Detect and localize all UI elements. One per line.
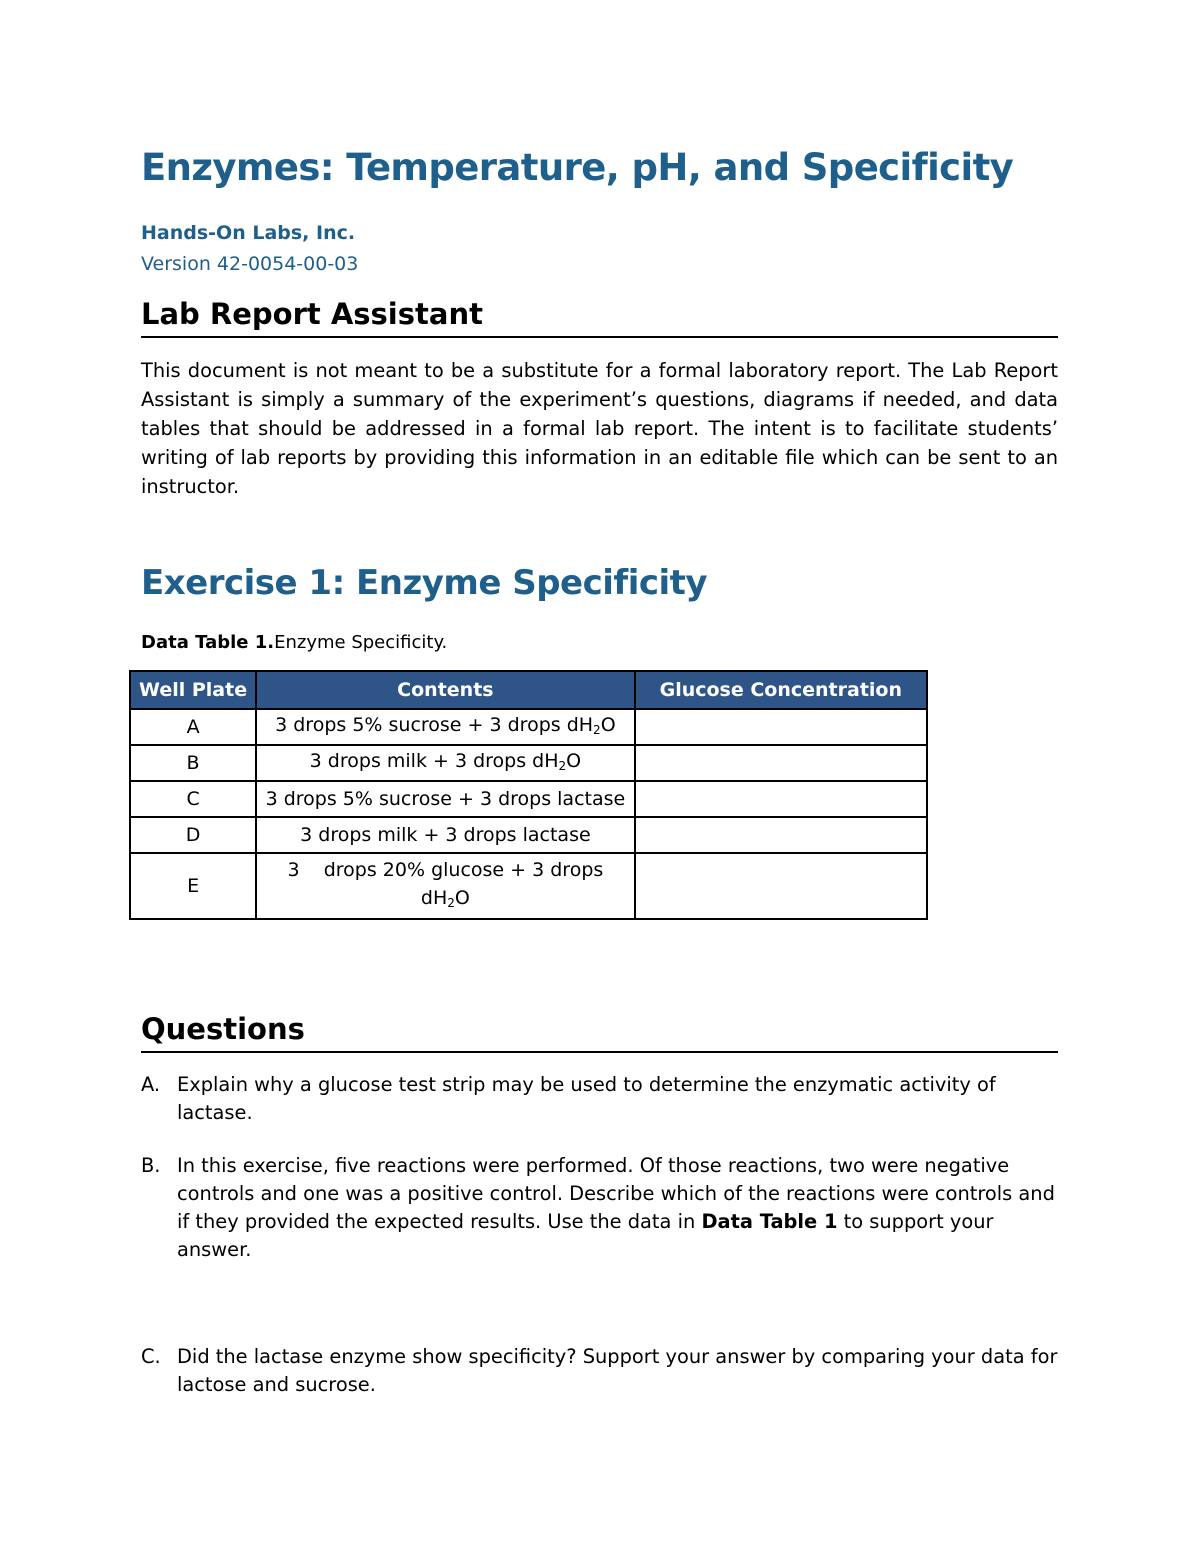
version-label: Version 42-0054-00-03	[141, 253, 359, 275]
cell-glucose-input[interactable]	[635, 817, 927, 853]
table-row	[130, 817, 927, 853]
cell-contents	[256, 853, 634, 919]
cell-well: A	[130, 709, 256, 745]
subscript: 2	[447, 895, 455, 910]
intro-paragraph: This document is not meant to be a substitute for a formal laboratory report. The Lab Report Assistant is simply a summary of the experiment’s questions, diagrams if needed, and data tables that should be addressed in a formal lab report. The intent is to facilitate students’ writing of lab reports by providing this information in an editable file which can be sent to an instructor.	[141, 359, 1058, 498]
cell-contents	[256, 781, 634, 817]
cell-glucose-input[interactable]	[635, 709, 927, 745]
data-table-1	[129, 670, 928, 920]
table-caption	[141, 632, 447, 653]
question-a	[141, 1071, 1058, 1127]
company-name: Hands-On Labs, Inc.	[141, 222, 356, 244]
cell-glucose-input[interactable]	[635, 781, 927, 817]
question-text	[177, 1152, 1058, 1264]
exercise-1-title: Exercise 1: Enzyme Specificity	[141, 563, 708, 603]
header-well-plate: Well Plate	[130, 671, 256, 709]
contents-suffix: O	[454, 886, 470, 909]
table-header-row	[130, 671, 927, 709]
contents-text: 3 drops milk + 3 drops lactase	[300, 824, 591, 846]
table-caption-text: Enzyme Specificity.	[274, 632, 448, 653]
cell-well: D	[130, 817, 256, 853]
question-text-bold: Data Table 1	[701, 1210, 838, 1233]
lab-report-assistant-heading: Lab Report Assistant	[141, 296, 1058, 338]
question-letter: A.	[141, 1073, 161, 1096]
cell-contents	[256, 745, 634, 781]
contents-text: 3 drops milk + 3 drops dH	[309, 749, 559, 772]
document-title: Enzymes: Temperature, pH, and Specificity	[141, 146, 1014, 189]
question-text: Explain why a glucose test strip may be used to determine the enzymatic activity of lactase.	[177, 1073, 996, 1124]
question-text-end: to support your answer.	[177, 1210, 994, 1261]
contents-text: 3 drops 5% sucrose + 3 drops lactase	[265, 788, 626, 810]
contents-suffix: O	[600, 713, 616, 736]
table-row	[130, 709, 927, 745]
cell-glucose-input[interactable]	[635, 853, 927, 919]
contents-suffix: O	[566, 749, 582, 772]
cell-contents	[256, 817, 634, 853]
cell-glucose-input[interactable]	[635, 745, 927, 781]
question-text: Did the lactase enzyme show specificity? Support your answer by comparing your data for lactose and sucrose.	[177, 1345, 1058, 1396]
subscript: 2	[593, 722, 601, 737]
question-b	[141, 1152, 1058, 1264]
question-letter: B.	[141, 1154, 161, 1177]
question-letter: C.	[141, 1345, 161, 1368]
cell-well: B	[130, 745, 256, 781]
contents-text: 3 drops 5% sucrose + 3 drops dH	[275, 713, 594, 736]
cell-well: C	[130, 781, 256, 817]
table-row	[130, 853, 927, 919]
header-glucose-concentration: Glucose Concentration	[635, 671, 927, 709]
table-row	[130, 745, 927, 781]
table-caption-label: Data Table 1.	[141, 632, 275, 653]
questions-heading: Questions	[141, 1011, 1058, 1053]
question-text-start: In this exercise, five reactions were performed. Of those reactions, two were negative controls and one was a positive control. Describe which of the reactions were controls and if they provided the expected results. Use the data in	[177, 1154, 1055, 1233]
question-c	[141, 1343, 1058, 1399]
cell-well: E	[130, 853, 256, 919]
contents-text: 3 drops 20% glucose + 3 drops	[287, 858, 604, 881]
cell-contents	[256, 709, 634, 745]
subscript: 2	[558, 758, 567, 773]
contents-text-line2: dH	[420, 886, 448, 909]
header-contents: Contents	[256, 671, 634, 709]
table-row	[130, 781, 927, 817]
